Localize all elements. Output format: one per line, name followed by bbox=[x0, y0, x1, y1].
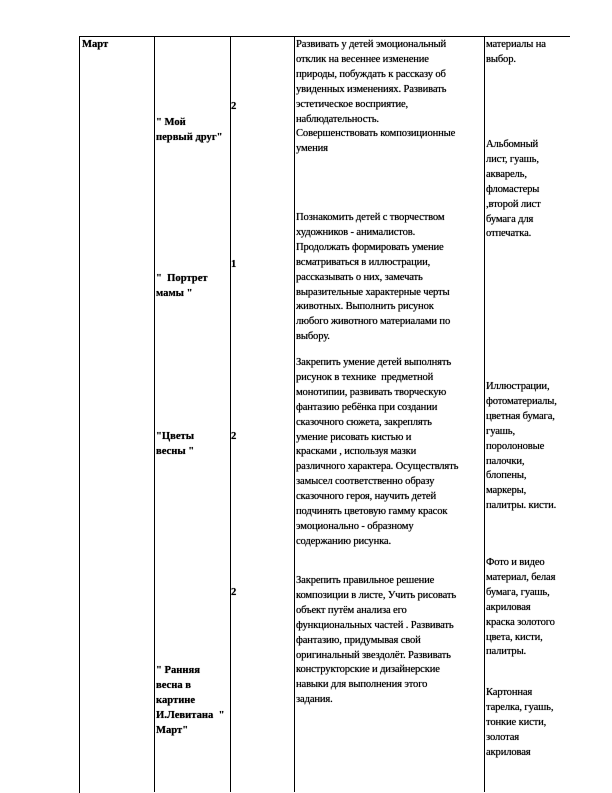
column-divider-4 bbox=[484, 36, 485, 792]
goal-text: Закрепить умение детей выполнять рисунок в технике предметной монотипии, развивать творческую фантазию ребёнка при создании сказочного сюжета, закреплять умение рисовать кистью и красками , используя мазки различного характера. Осуществлять замысел соответственно образу сказочного героя, научить детей подчинять цветовую гамму красок эмоционально - образному содержанию рисунка. bbox=[296, 357, 459, 547]
topic-title: " Ранняя весна в картине И.Левитана " Март" bbox=[156, 665, 225, 736]
materials-text: материалы на выбор. bbox=[486, 39, 546, 65]
topic-title: " Портрет мамы " bbox=[156, 273, 208, 299]
materials-text: Фото и видео материал, белая бумага, гуашь, акриловая краска золотого цвета, кисти, палитры. bbox=[486, 557, 556, 658]
topic-title: "Цветы весны " bbox=[156, 431, 195, 457]
month-label: Март bbox=[82, 39, 109, 50]
column-divider-1 bbox=[154, 36, 155, 792]
hours-value: 1 bbox=[231, 259, 237, 270]
hours-value: 2 bbox=[231, 101, 237, 112]
materials-text: Картонная тарелка, гуашь, тонкие кисти, золотая акриловая bbox=[486, 687, 554, 758]
topic-title: " Мой первый друг" bbox=[156, 117, 223, 143]
hours-value: 2 bbox=[231, 431, 237, 442]
materials-text: Альбомный лист, гуашь, акварель, фломастеры ,второй лист бумага для отпечатка. bbox=[486, 139, 541, 240]
column-divider-2 bbox=[230, 36, 231, 792]
materials-text: Иллюстрации, фотоматериалы, цветная бумага, гуашь, поролоновые палочки, блопены, маркеры, палитры. кисти. bbox=[486, 381, 557, 512]
goal-text: Развивать у детей эмоциональный отклик на весеннее изменение природы, побуждать к рассказу об увиденных изменениях. Развивать эстетическое восприятие, наблюдательность. Совершенствовать композиционные умения bbox=[296, 39, 456, 155]
goal-text: Закрепить правильное решение композиции в листе, Учить рисовать объект путём анализа его функциональных частей . Развивать фантазию, придумывая свой оригинальный звездолёт. Развивать конструкторские и дизайнерские навыки для выполнения этого задания. bbox=[296, 575, 457, 706]
hours-value: 2 bbox=[231, 587, 237, 598]
goal-text: Познакомить детей с творчеством художников - анималистов. Продолжать формировать умение всматриваться в иллюстрации, рассказывать о них, замечать выразительные характерные черты животных. Выполнить рисунок любого животного материалами по выбору. bbox=[296, 212, 451, 343]
column-divider-3 bbox=[294, 36, 295, 792]
